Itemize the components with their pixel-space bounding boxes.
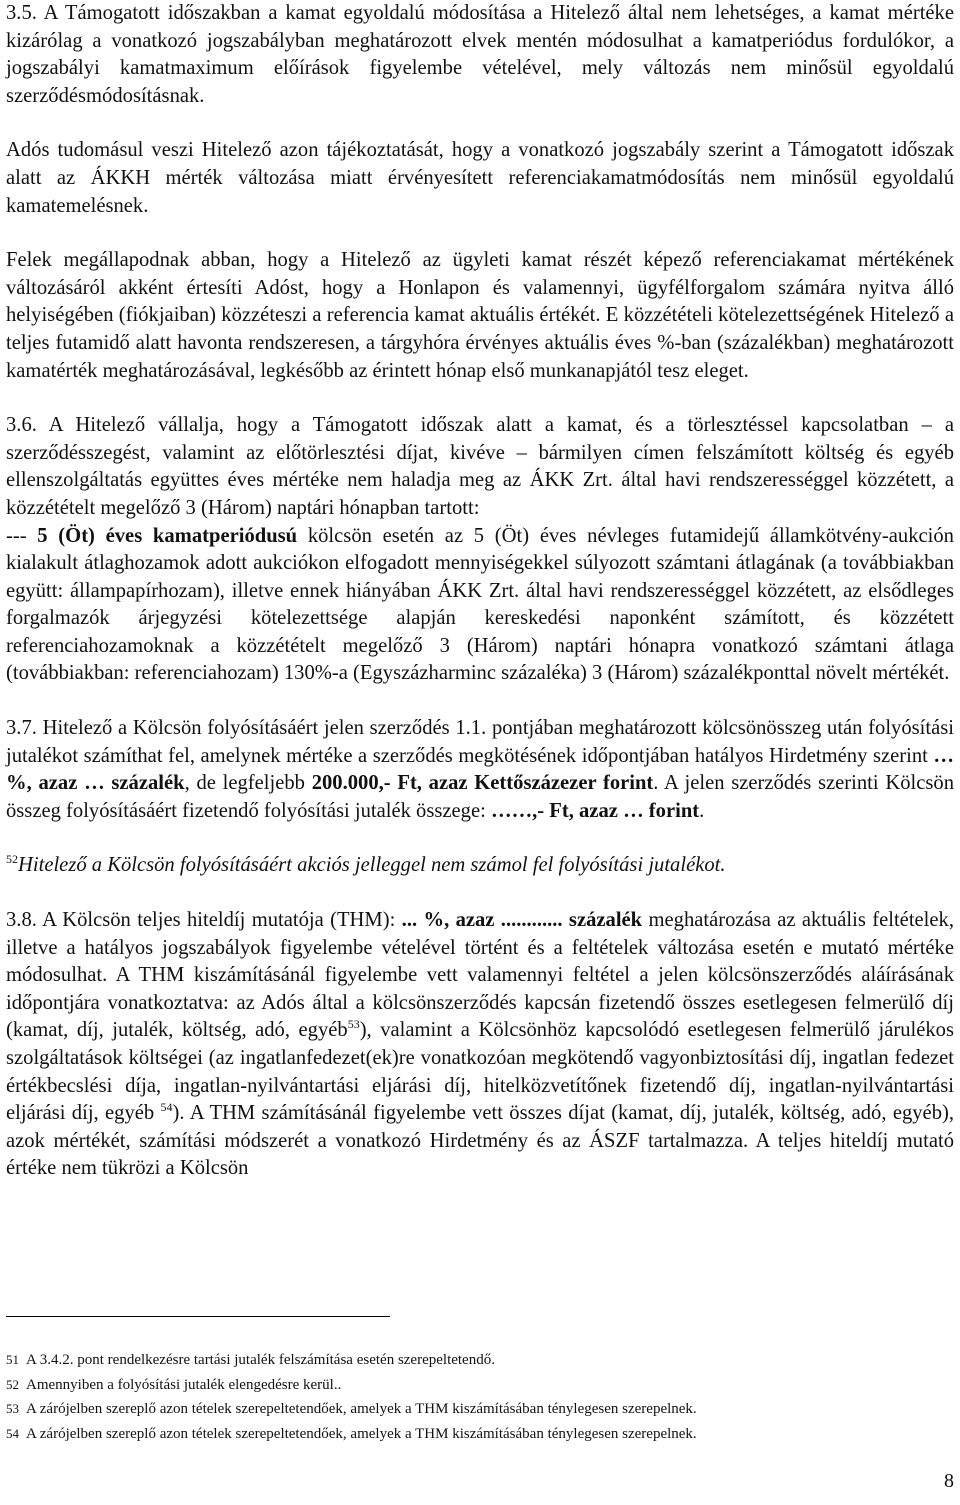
p38-text-4: ). A THM számításánál figyelembe vett összes díjat (kamat, díj, jutalék, költség, adó, egyéb), azok mértékét, számítási módszerét a vonatkozó Hirdetmény és az ÁSZF tartalmazza. A teljes hiteldíj mutató értéke nem tükrözi a Kölcsön [6,1102,954,1180]
footnote-51-number: 51 [6,1352,19,1367]
p36-bold-term: 5 (Öt) éves kamatperiódusú [37,524,298,547]
footnote-53-text: A zárójelben szereplő azon tételek szerepeltetendőek, amelyek a THM kiszámításában ténylegesen szerepelnek. [26,1401,697,1417]
p36-rest: kölcsön esetén az 5 (Öt) éves névleges futamidejű államkötvény-aukción kialakult átlaghozamok adott aukciókon elfogadott mennyiségekkel súlyozott számtani átlagának (a továbbiakban együtt: állampapírhozam), illetve ennek hiányában ÁKK Zrt. által havi rendszerességgel közzétett, az elsődleges forgalmazók árjegyzési kötelezettsége alapján kereskedési naponként számított, és közzétett referenciahozamoknak a közzétételt megelőző 3 (Három) naptári hónapra vonatkozó számtani átlaga (továbbiakban: referenciahozam) 130%-a (Egyszázharminc százaléka) 3 (Három) százalékponttal növelt mértékét. [6,524,954,685]
footnote-53-number: 53 [6,1401,19,1416]
footnote-52-text: Amennyiben a folyósítási jutalék elengedésre kerül.. [26,1376,342,1393]
inline-note-52 [6,852,954,880]
footnote-52 [6,1373,954,1398]
footnote-54-text: A zárójelben szereplő azon tételek szerepeltetendőek, amelyek a THM kiszámításában ténylegesen szerepelnek. [26,1425,697,1442]
note-52-marker: 52 [6,852,18,867]
p37-text-4: . [699,799,705,822]
footnote-54 [6,1422,954,1447]
p37-text-1: 3.7. Hitelező a Kölcsön folyósításáért jelen szerződés 1.1. pontjában meghatározott kölcsönösszeg után folyósítási jutalékot számíthat fel, amelynek mértéke a szerződés megkötésének időpontjában hatályos Hirdetmény szerint [6,717,954,767]
footnote-52-number: 52 [6,1376,19,1392]
p37-text-3: . A jelen szerződés szerinti Kölcsön összeg folyósításáért fizetendő folyósítási jutalék összege: [6,772,954,822]
paragraph-3-7 [6,715,954,825]
p38-text-3: ), valamint a Kölcsönhöz kapcsolódó esetlegesen felmerülő járulékos szolgáltatások költségei (az ingatlanfedezet(ek)re vonatkozóan megkötendő vagyonbiztosítási díj, ingatlan fedezet értékbecslési díja, ingatlan-nyilvántartási eljárási díj, hitelközvetítőnek fizetendő díj, ingatlan-nyilvántartási eljárási díj, egyéb [6,1019,954,1125]
document-body [6,0,954,1183]
footnotes [6,1348,954,1446]
paragraph-3-8 [6,907,954,1183]
p36-intro: 3.6. A Hitelező vállalja, hogy a Támogatott időszak alatt a kamat, és a törlesztéssel kapcsolatban – a szerződésszegést, valamint az előtörlesztési díjat, kivéve – bármilyen címen felszámított költség és egyéb ellenszolgáltatás együttes éves mértéke nem haladja meg az ÁKK Zrt. által havi rendszerességgel közzétett, a közzétételt megelőző 3 (Három) naptári hónapban tartott: [6,414,954,519]
p37-fee-amount: ……,- Ft, azaz … forint [490,799,700,822]
paragraph-3-5-reference-rate: Felek megállapodnak abban, hogy a Hitelező az ügyleti kamat részét képező referenciakamat mértékének változásáról akként értesíti Adóst, hogy a Honlapon és valamennyi, ügyfélforgalom számára nyitva álló helyiségében (fiókjaiban) közzéteszi a referencia kamat aktuális értékét. E közzétételi kötelezettségének Hitelező a teljes futamidő alatt havonta rendszeresen, a tárgyhóra érvényes aktuális éves %-ban (százalékban) meghatározott kamatérték meghatározásával, legkésőbb az érintett hónap első munkanapjától tesz eleget. [6,249,954,382]
footnote-ref-54: 54 [160,1100,173,1115]
paragraph-3-5-notice: Adós tudomásul veszi Hitelező azon tájékoztatását, hogy a vonatkozó jogszabály szerint a Támogatott időszak alatt az ÁKKH mérték változása miatt érvényesített referenciakamatmódosítás nem minősül egyoldalú kamatemelésnek. [6,139,954,217]
note-52-text: Hitelező a Kölcsön folyósításáért akciós jelleggel nem számol fel folyósítási jutalékot. [18,854,726,877]
p36-dashes: --- [6,524,38,547]
p38-text-2: meghatározása az aktuális feltételek, illetve a hatályos jogszabályok figyelembe vételével történt és a feltételek változása esetén e mutató mértéke módosulhat. A THM kiszámításánál figyelembe vett valamennyi feltétel a jelen kölcsönszerződés aláírásának időpontjára vonatkoztatva: az Adós által a kölcsönszerződés kapcsán fizetendő összes esetlegesen felmerülő díj (kamat, díj, jutalék, költség, adó, egyéb [6,909,954,1042]
footnote-54-number: 54 [6,1425,19,1441]
footnote-53 [6,1397,954,1422]
p37-fee-rate: …%, azaz … százalék [6,744,954,795]
page-number: 8 [944,1470,954,1492]
p38-thm-value: ... %, azaz ............ százalék [401,909,643,932]
footnote-ref-53: 53 [347,1017,360,1032]
footnote-separator [6,1316,390,1317]
paragraph-3-6 [6,412,954,688]
p37-text-2: , de legfeljebb [184,772,312,795]
p37-fee-max: 200.000,- Ft, azaz Kettőszázezer forint [311,772,654,795]
footnote-51 [6,1348,954,1373]
paragraph-3-5: 3.5. A Támogatott időszakban a kamat egyoldalú módosítása a Hitelező által nem lehetséges, a kamat mértéke kizárólag a vonatkozó jogszabályban meghatározott elvek mentén módosulhat a kamatperiódus fordulókor, a jogszabályi kamatmaximum előírások figyelembe vételével, mely változás nem minősül egyoldalú szerződésmódosításnak. [6,2,954,107]
p38-text-1: 3.8. A Kölcsön teljes hiteldíj mutatója (THM): [6,909,402,932]
footnote-51-text: A 3.4.2. pont rendelkezésre tartási jutalék felszámítása esetén szerepeltetendő. [26,1352,495,1368]
